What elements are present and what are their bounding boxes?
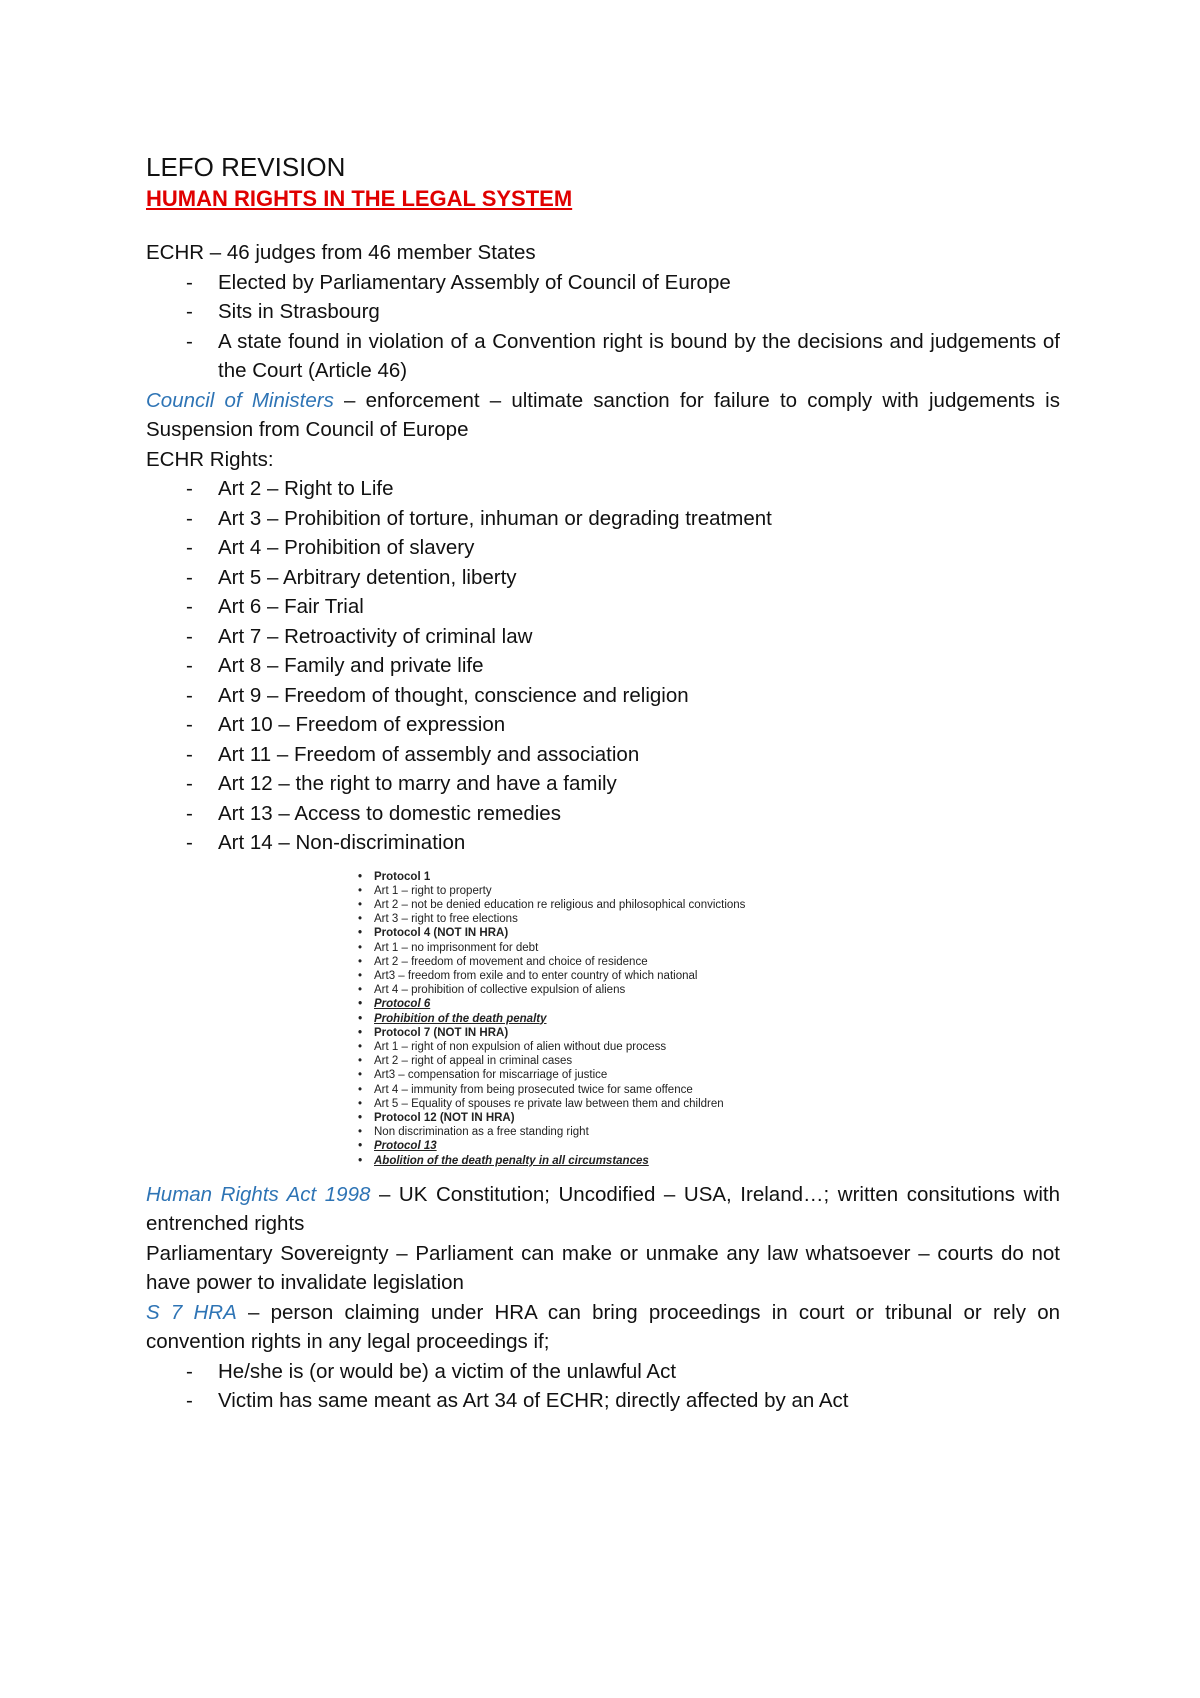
list-item: - Art 10 – Freedom of expression bbox=[146, 710, 1060, 740]
protocols-inset bbox=[358, 870, 878, 1168]
protocol-item: • Art 2 – freedom of movement and choice of residence bbox=[358, 955, 878, 969]
sovereignty-paragraph: Parliamentary Sovereignty – Parliament can make or unmake any law whatsoever – courts do not have power to invalidate legislation bbox=[146, 1241, 1060, 1295]
protocol-item: • Art3 – compensation for miscarriage of justice bbox=[358, 1068, 878, 1082]
protocol-item: • Art 1 – right to property bbox=[358, 884, 878, 898]
protocol-item: • Protocol 7 (NOT IN HRA) bbox=[358, 1026, 878, 1040]
council-term: Council of Ministers bbox=[146, 388, 334, 412]
protocol-item: • Art 1 – right of non expulsion of alien without due process bbox=[358, 1040, 878, 1054]
s7-paragraph bbox=[146, 1298, 1060, 1357]
document-body bbox=[146, 150, 1060, 1416]
protocol-item: • Art 4 – prohibition of collective expulsion of aliens bbox=[358, 983, 878, 997]
s7-text: – person claiming under HRA can bring proceedings in court or tribunal or rely on convention rights in any legal proceedings if; bbox=[146, 1300, 1060, 1354]
list-item: - Elected by Parliamentary Assembly of Council of Europe bbox=[146, 268, 1060, 298]
echr-intro: ECHR – 46 judges from 46 member States bbox=[146, 241, 536, 264]
list-item: - Victim has same meant as Art 34 of ECHR; directly affected by an Act bbox=[146, 1386, 1060, 1416]
council-paragraph bbox=[146, 386, 1060, 445]
s7-term: S 7 HRA bbox=[146, 1300, 237, 1324]
protocol-item: • Art 1 – no imprisonment for debt bbox=[358, 941, 878, 955]
protocol-item: • Art 4 – immunity from being prosecuted twice for same offence bbox=[358, 1083, 878, 1097]
protocol-item: • Prohibition of the death penalty bbox=[358, 1012, 878, 1026]
list-item: - Art 14 – Non-discrimination bbox=[146, 828, 1060, 858]
list-item: - Art 13 – Access to domestic remedies bbox=[146, 799, 1060, 829]
list-item: - A state found in violation of a Convention right is bound by the decisions and judgements of the Court (Article 46) bbox=[146, 327, 1060, 386]
list-item: - Art 8 – Family and private life bbox=[146, 651, 1060, 681]
list-item: - Art 5 – Arbitrary detention, liberty bbox=[146, 563, 1060, 593]
protocol-item: • Abolition of the death penalty in all circumstances bbox=[358, 1154, 878, 1168]
list-item: - Art 9 – Freedom of thought, conscience and religion bbox=[146, 681, 1060, 711]
list-item: - Art 12 – the right to marry and have a family bbox=[146, 769, 1060, 799]
echr-points-list bbox=[146, 268, 1060, 386]
list-item: - Art 3 – Prohibition of torture, inhuman or degrading treatment bbox=[146, 504, 1060, 534]
list-item: - Art 6 – Fair Trial bbox=[146, 592, 1060, 622]
hra-text: – UK Constitution; Uncodified – USA, Ireland…; written consitutions with entrenched rights bbox=[146, 1182, 1060, 1236]
page-title: LEFO REVISION bbox=[146, 152, 346, 182]
list-item: - He/she is (or would be) a victim of the unlawful Act bbox=[146, 1357, 1060, 1387]
rights-list bbox=[146, 474, 1060, 858]
protocol-item: • Art 2 – right of appeal in criminal cases bbox=[358, 1054, 878, 1068]
protocol-item: • Protocol 4 (NOT IN HRA) bbox=[358, 926, 878, 940]
protocol-item: • Art 2 – not be denied education re religious and philosophical convictions bbox=[358, 898, 878, 912]
rights-heading: ECHR Rights: bbox=[146, 447, 274, 471]
list-item: - Art 4 – Prohibition of slavery bbox=[146, 533, 1060, 563]
council-text: – enforcement – ultimate sanction for failure to comply with judgements is Suspension from Council of Europe bbox=[146, 388, 1060, 441]
list-item: - Art 7 – Retroactivity of criminal law bbox=[146, 622, 1060, 652]
protocol-item: • Art 5 – Equality of spouses re private law between them and children bbox=[358, 1097, 878, 1111]
list-item: - Art 11 – Freedom of assembly and association bbox=[146, 740, 1060, 770]
list-item: - Art 2 – Right to Life bbox=[146, 474, 1060, 504]
hra-term: Human Rights Act 1998 bbox=[146, 1182, 371, 1206]
s7-points-list bbox=[146, 1357, 1060, 1416]
list-item: - Sits in Strasbourg bbox=[146, 297, 1060, 327]
section-heading: HUMAN RIGHTS IN THE LEGAL SYSTEM bbox=[146, 186, 573, 211]
protocol-item: • Protocol 1 bbox=[358, 870, 878, 884]
protocol-item: • Protocol 13 bbox=[358, 1139, 878, 1153]
protocol-item: • Non discrimination as a free standing right bbox=[358, 1125, 878, 1139]
protocol-item: • Art 3 – right to free elections bbox=[358, 912, 878, 926]
protocol-item: • Protocol 12 (NOT IN HRA) bbox=[358, 1111, 878, 1125]
protocol-item: • Art3 – freedom from exile and to enter country of which national bbox=[358, 969, 878, 983]
hra-paragraph bbox=[146, 1180, 1060, 1239]
protocols-list bbox=[358, 870, 878, 1168]
protocol-item: • Protocol 6 bbox=[358, 997, 878, 1011]
